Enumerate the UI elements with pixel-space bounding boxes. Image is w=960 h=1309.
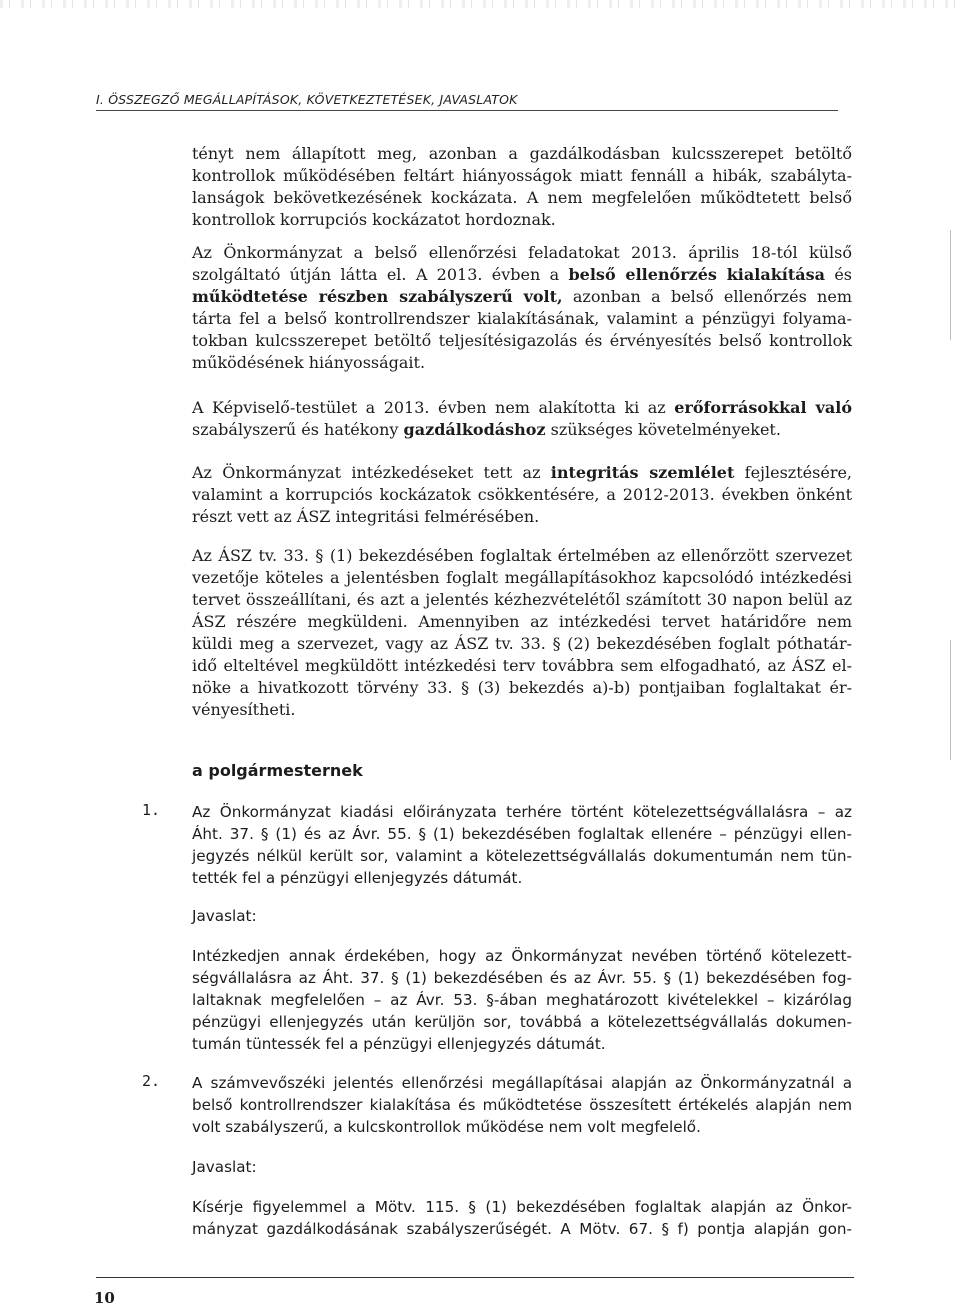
text-run: és — [834, 265, 852, 284]
section-heading: a polgármesternek — [192, 761, 363, 780]
text-line: Az Önkormányzat kiadási előirányzata terhére történt kötelezettségvállalásra – az — [192, 803, 852, 821]
scan-margin-mark — [950, 230, 951, 340]
emphasis: működtetése részben szabályszerű volt, — [192, 287, 563, 306]
text-line: mányzat gazdálkodásának szabályszerűségét. A Mötv. 67. § f) pontja alapján gon- — [192, 1220, 852, 1238]
scan-edge-noise — [0, 0, 960, 8]
text-line: vényesítheti. — [192, 700, 296, 719]
text-line: Az ÁSZ tv. 33. § (1) bekezdésében foglaltak értelmében az ellenőrzött szervezet — [192, 546, 852, 565]
text-line: vezetője köteles a jelentésben foglalt megállapításokhoz kapcsolódó intézkedési — [192, 568, 852, 587]
text-line: valamint a korrupciós kockázatok csökkentésére, a 2012-2013. években önként — [192, 485, 852, 504]
text-line: belső kontrollrendszer kialakítása és működtetése összesített értékelés alapján nem — [192, 1096, 852, 1114]
text-line: tették fel a pénzügyi ellenjegyzés dátumát. — [192, 869, 523, 887]
item-2-proposal — [192, 1196, 852, 1240]
text-line: laltaknak megfelelően – az Ávr. 53. §-ában meghatározott kivételekkel – kizárólag — [192, 991, 852, 1009]
text-line — [192, 397, 852, 419]
text-line: ÁSZ részére megküldeni. Amennyiben az intézkedési tervet határidőre nem — [192, 612, 852, 631]
text-line: pénzügyi ellenjegyzés után kerüljön sor, továbbá a kötelezettségvállalás dokumen- — [192, 1013, 852, 1031]
emphasis: erőforrásokkal való — [674, 398, 853, 417]
item-number: 2. — [142, 1072, 161, 1090]
emphasis: integritás szemlélet — [550, 463, 735, 482]
text-line: tokban kulcsszerepet betöltő teljesítésigazolás és érvényesítés belső kontrollok — [192, 331, 852, 350]
item-1-text — [192, 801, 852, 889]
text-line: tervet összeállítani, és azt a jelentés kézhezvételétől számított 30 napon belül az — [192, 590, 852, 609]
paragraph-1 — [192, 143, 852, 231]
text-line — [192, 462, 852, 484]
text-run: fejlesztésére, — [744, 463, 853, 482]
text-line: ségvállalásra az Áht. 37. § (1) bekezdésében és az Ávr. 55. § (1) bekezdésében fog- — [192, 969, 852, 987]
text-run: szolgáltató útján látta el. A 2013. évben a — [192, 265, 560, 284]
text-line: idő elteltével megküldött intézkedési terv továbbra sem elfogadható, az ÁSZ el- — [192, 656, 852, 675]
paragraph-2 — [192, 242, 852, 374]
text-line: volt szabályszerű, a kulcskontrollok működése nem volt megfelelő. — [192, 1118, 701, 1136]
text-line: lanságok bekövetkezésének kockázata. A nem megfelelően működtetett belső — [192, 188, 852, 207]
text-line: tumán tüntessék fel a pénzügyi ellenjegyzés dátumát. — [192, 1035, 606, 1053]
paragraph-5 — [192, 545, 852, 721]
item-number: 1. — [142, 801, 161, 819]
text-run: A Képviselő-testület a 2013. évben nem alakította ki az — [192, 398, 666, 417]
text-line: Kísérje figyelemmel a Mötv. 115. § (1) bekezdésében foglaltak alapján az Önkor- — [192, 1198, 852, 1216]
text-line: tárta fel a belső kontrollrendszer kialakításának, valamint a pénzügyi folyama- — [192, 309, 852, 328]
proposal-label: Javaslat: — [192, 907, 257, 925]
text-line — [192, 419, 852, 441]
text-run: szabályszerű és hatékony — [192, 420, 399, 439]
scan-margin-mark — [950, 640, 951, 760]
text-run: szükséges követelményeket. — [550, 420, 781, 439]
text-line: Intézkedjen annak érdekében, hogy az Önkormányzat nevében történő kötelezett- — [192, 947, 852, 965]
text-line: Az Önkormányzat a belső ellenőrzési feladatokat 2013. április 18-tól külső — [192, 243, 852, 262]
emphasis: gazdálkodáshoz — [403, 420, 546, 439]
paragraph-4 — [192, 462, 852, 528]
text-line: jegyzés nélkül került sor, valamint a kötelezettségvállalás dokumentumán nem tün- — [192, 847, 852, 865]
text-line — [192, 286, 852, 308]
text-line: részt vett az ÁSZ integritási felmérésében. — [192, 507, 540, 526]
text-line: nöke a hivatkozott törvény 33. § (3) bekezdés a)-b) pontjaiban foglaltakat ér- — [192, 678, 852, 697]
text-run: azonban a belső ellenőrzés nem — [572, 287, 852, 306]
text-line: kontrollok működésében feltárt hiányosságok miatt fennáll a hibák, szabályta- — [192, 166, 852, 185]
header-rule — [96, 110, 838, 111]
text-line: működésének hiányosságait. — [192, 353, 426, 372]
item-2-text — [192, 1072, 852, 1138]
page-number: 10 — [94, 1289, 115, 1307]
text-line: tényt nem állapított meg, azonban a gazdálkodásban kulcsszerepet betöltő — [192, 144, 852, 163]
text-line: Áht. 37. § (1) és az Ávr. 55. § (1) bekezdésében foglaltak ellenére – pénzügyi ellen- — [192, 825, 852, 843]
text-line — [192, 264, 852, 286]
paragraph-3 — [192, 397, 852, 441]
text-line: kontrollok korrupciós kockázatot hordoznak. — [192, 210, 556, 229]
text-run: Az Önkormányzat intézkedéseket tett az — [192, 463, 541, 482]
emphasis: belső ellenőrzés kialakítása — [568, 265, 825, 284]
footer-rule — [96, 1277, 854, 1278]
page-header: I. ÖSSZEGZŐ MEGÁLLAPÍTÁSOK, KÖVETKEZTETÉSEK, JAVASLATOK — [96, 92, 518, 107]
text-line: küldi meg a szervezet, vagy az ÁSZ tv. 33. § (2) bekezdésében foglalt póthatár- — [192, 634, 852, 653]
proposal-label: Javaslat: — [192, 1158, 257, 1176]
item-1-proposal — [192, 945, 852, 1055]
text-line: A számvevőszéki jelentés ellenőrzési megállapításai alapján az Önkormányzatnál a — [192, 1074, 852, 1092]
